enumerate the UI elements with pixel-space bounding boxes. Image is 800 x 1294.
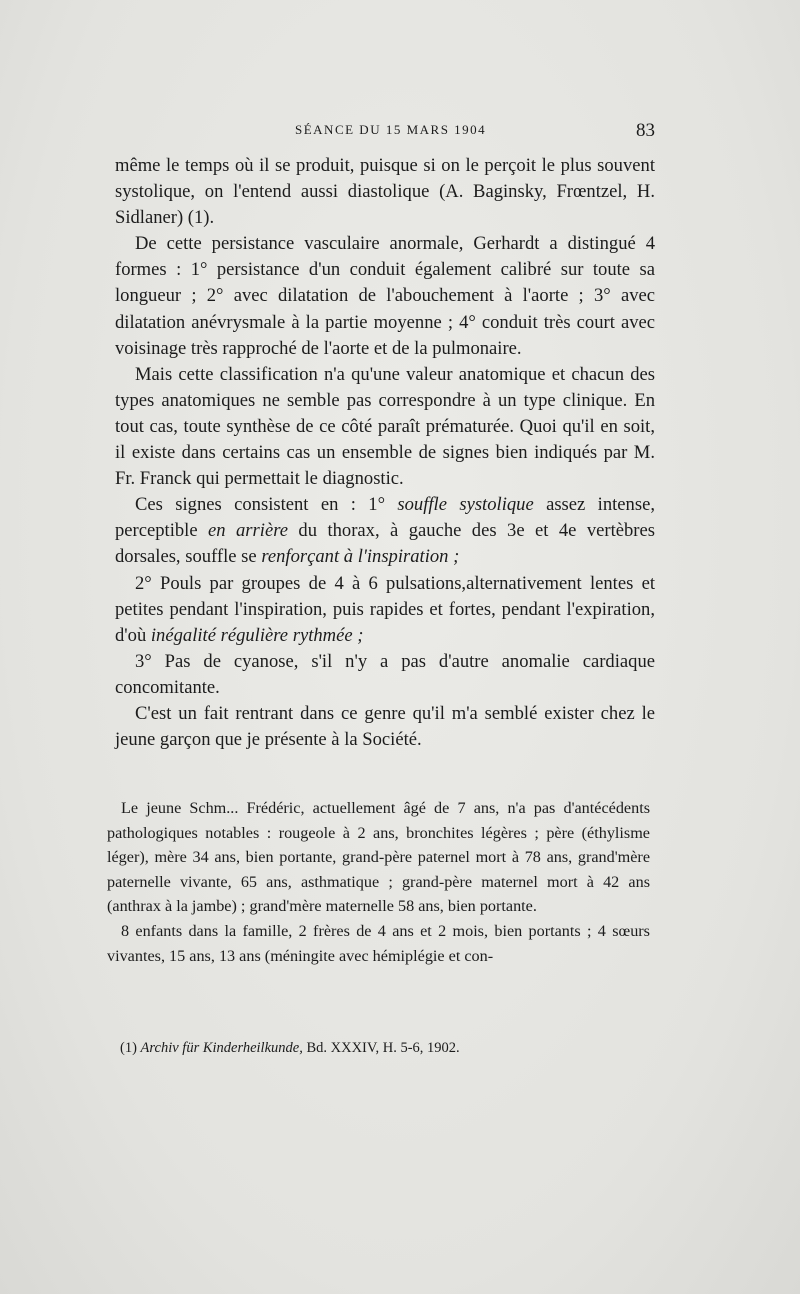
italic-run: renforçant à l'inspiration ; [261, 546, 460, 568]
running-head: SÉANCE DU 15 MARS 1904 [295, 122, 487, 137]
text-run: 2° Pouls par groupes de 4 à 6 pulsations,alternativement lentes et petites pendant l'inspiration, puis rapides et fortes, pendant l'expiration, d'où [115, 572, 655, 646]
paragraph: Mais cette classification n'a qu'une valeur anatomique et chacun des types anatomiques ne semble pas correspondre à un type clinique. En tout cas, toute synthèse de ce côté paraît prématurée. Quoi qu'il en soit, il existe dans certains cas un ensemble de signes bien indiqués par M. Fr. Franck qui permettait le diagnostic. [115, 363, 655, 490]
footnote-number: (1) [120, 1040, 141, 1056]
case-report [107, 796, 650, 968]
paragraph-signs [115, 492, 655, 570]
paragraph: 3° Pas de cyanose, s'il n'y a pas d'autre anomalie cardiaque concomitante. [115, 650, 655, 698]
text-run: assez intense, perceptible [115, 494, 655, 542]
text-run: du thorax, à gauche des 3e et 4e vertèbres dorsales, souffle se [115, 520, 655, 568]
page-number: 83 [636, 120, 655, 141]
paragraph-pulse [115, 571, 655, 649]
paragraph: même le temps où il se produit, puisque si on le perçoit le plus souvent systolique, on l'entend aussi diastolique (A. Baginsky, Frœntzel, H. Sidlaner) (1). [115, 155, 655, 229]
case-paragraph: 8 enfants dans la famille, 2 frères de 4 ans et 2 mois, bien portants ; 4 sœurs vivantes, 15 ans, 13 ans (méningite avec hémiplégie et con- [107, 921, 650, 965]
italic-run: souffle systolique [397, 494, 534, 516]
page-header [115, 120, 655, 144]
paragraph: C'est un fait rentrant dans ce genre qu'il m'a semblé exister chez le jeune garçon que je présente à la Société. [115, 702, 655, 751]
footnote-journal: Archiv für Kinderheilkunde, [140, 1040, 303, 1056]
italic-run: inégalité régulière rythmée ; [150, 624, 364, 646]
paragraph: De cette persistance vasculaire anormale, Gerhardt a distingué 4 formes : 1° persistance d'un conduit également calibré sur toute sa longueur ; 2° avec dilatation de l'abouchement à l'aorte ; 3° avec dilatation anévrysmale à la partie moyenne ; 4° conduit très court avec voisinage très rapproché de l'aorte et de la pulmonaire. [115, 233, 655, 359]
case-paragraph: Le jeune Schm... Frédéric, actuellement âgé de 7 ans, n'a pas d'antécédents pathologiques notables : rougeole à 2 ans, bronchites légères ; père (éthylisme léger), mère 34 ans, bien portante, grand-père paternel mort à 78 ans, grand'mère paternelle vivante, 65 ans, asthmatique ; grand-père maternel mort à 42 ans (anthrax à la jambe) ; grand'mère maternelle 58 ans, bien portante. [107, 799, 650, 916]
footnote-reference: Bd. XXXIV, H. 5-6, 1902. [302, 1040, 460, 1056]
italic-run: en arrière [208, 520, 288, 542]
footnote [120, 1038, 650, 1058]
text-run: Ces signes consistent en : 1° [135, 494, 398, 516]
main-text [115, 153, 655, 753]
